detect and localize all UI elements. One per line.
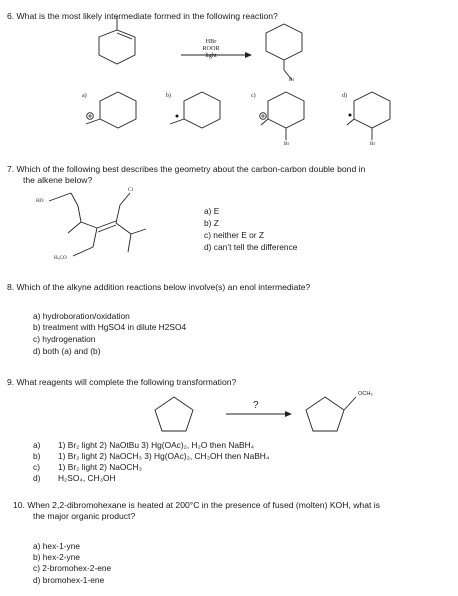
q7-option-b[interactable]: b) Z [204, 218, 219, 228]
q6-reactant-structure [99, 16, 135, 64]
q6-condition-2: ROOR [202, 45, 220, 52]
q9-option-a-text[interactable]: 1) Br₂ light 2) NaOtBu 3) Hg(OAc)₂, H₂O then NaBH₄ [58, 440, 255, 450]
q9-product-structure [306, 397, 356, 431]
q6-option-b-letter[interactable]: b) [166, 93, 171, 99]
q6-product-structure [266, 24, 302, 80]
q7-option-d[interactable]: d) can’t tell the difference [204, 242, 298, 252]
q8-option-b[interactable]: b) treatment with HgSO4 in dilute H2SO4 [33, 322, 187, 332]
q10-prompt-line2: the major organic product? [33, 511, 136, 521]
q10-option-d[interactable]: d) bromohex-1-ene [33, 575, 105, 585]
q10-option-b[interactable]: b) hex-2-yne [33, 552, 81, 562]
q6-option-c-br-label: Br [284, 141, 290, 147]
q9-product-och3-label: OCH₃ [358, 391, 373, 397]
q6-conditions [192, 38, 230, 59]
q6-option-c-letter[interactable]: c) [251, 93, 256, 99]
q7-prompt-line1: 7. Which of the following best describes the geometry about the carbon-carbon double bond in [7, 164, 366, 174]
q9-option-c-letter[interactable]: c) [33, 462, 40, 472]
q6-condition-1: HBr [205, 38, 217, 45]
q9-option-d-letter[interactable]: d) [33, 473, 41, 483]
q9-option-a-letter[interactable]: a) [33, 440, 41, 450]
q9-option-b-letter[interactable]: b) [33, 451, 41, 461]
q6-option-a-letter[interactable]: a) [82, 93, 87, 99]
q7-ho-label: HO [36, 198, 44, 204]
q6-option-b-structure [170, 92, 220, 128]
q9-reactant-structure [155, 397, 193, 431]
q9-prompt: 9. What reagents will complete the following transformation? [7, 377, 237, 387]
q9-arrow-label: ? [253, 400, 259, 411]
q7-option-a[interactable]: a) E [204, 206, 220, 216]
q6-option-c-structure [260, 92, 304, 140]
q8-option-c[interactable]: c) hydrogenation [33, 334, 96, 344]
q10-option-c[interactable]: c) 2-bromohex-2-ene [33, 563, 112, 573]
q8-option-a[interactable]: a) hydroboration/oxidation [33, 311, 130, 321]
q6-option-d-letter[interactable]: d) [342, 93, 347, 99]
q6-prompt: 6. What is the most likely intermediate formed in the following reaction? [7, 11, 278, 21]
q7-h3co-label: H₃CO [54, 255, 67, 261]
q6-product-br-label: Br [289, 77, 295, 83]
q7-option-c[interactable]: c) neither E or Z [204, 230, 265, 240]
q10-option-a[interactable]: a) hex-1-yne [33, 541, 81, 551]
q7-prompt-line2: the alkene below? [23, 175, 93, 185]
q6-option-d-structure [347, 92, 390, 140]
q10-prompt-line1: 10. When 2,2-dibromohexane is heated at 200°C in the presence of fused (molten) KOH, what is [13, 500, 380, 510]
q9-option-b-text[interactable]: 1) Br₂ light 2) NaOCH₃ 3) Hg(OAc)₂, CH₃OH then NaBH₄ [58, 451, 270, 461]
q6-option-a-structure [86, 92, 136, 128]
q8-option-d[interactable]: d) both (a) and (b) [33, 346, 101, 356]
q7-alkene-structure [49, 193, 146, 256]
q6-condition-3: light [205, 52, 217, 59]
q9-option-c-text[interactable]: 1) Br₂ light 2) NaOCH₃ [58, 462, 142, 472]
q9-reaction-arrow [226, 411, 292, 417]
q8-prompt: 8. Which of the alkyne addition reactions below involve(s) an enol intermediate? [7, 282, 311, 292]
q7-cl-label: Cl [128, 187, 133, 193]
q6-option-d-br-label: Br [370, 141, 376, 147]
q9-option-d-text[interactable]: H₂SO₄, CH₃OH [58, 473, 116, 483]
